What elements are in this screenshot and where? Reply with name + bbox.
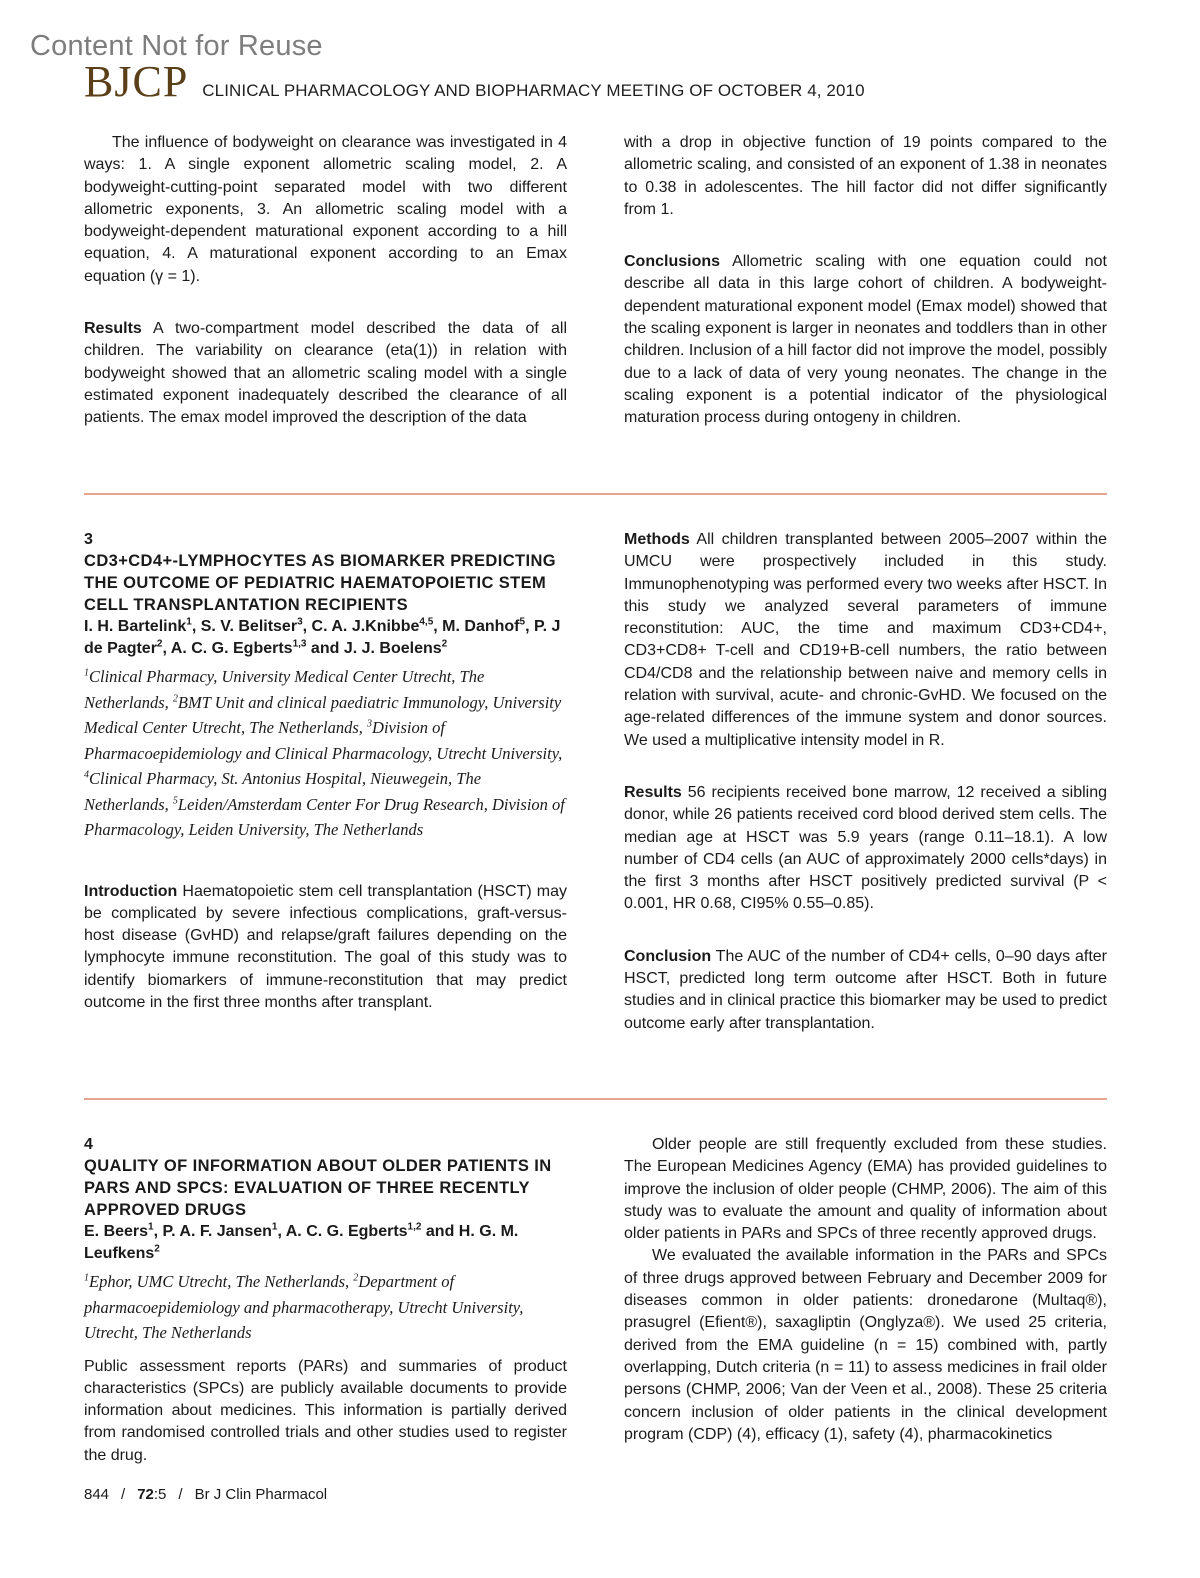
conclusions-paragraph — [624, 251, 1107, 429]
affiliation-marker: 1 — [84, 1272, 89, 1284]
author-name: H. G. M. Leufkens — [84, 1223, 519, 1262]
abstract-4-left-column — [84, 1134, 567, 1467]
issue-number: :5 — [153, 1486, 167, 1503]
affiliation-marker: 4 — [84, 769, 89, 781]
results-paragraph — [624, 782, 1107, 916]
affiliation-text: BMT Unit and clinical paediatric Immunology, University Medical Center Utrecht, The Netherlands, — [84, 692, 562, 737]
author-affiliation-marker: 1,2 — [407, 1221, 422, 1233]
abstract-title: QUALITY OF INFORMATION ABOUT OLDER PATIENTS IN PARS AND SPCS: EVALUATION OF THREE RECENTLY APPROVED DRUGS — [84, 1157, 552, 1219]
abstract-number: 4 — [84, 1136, 93, 1153]
methods-label: Methods — [624, 531, 690, 548]
author-name: I. H. Bartelink — [84, 618, 187, 635]
abstract-3-right-column — [624, 529, 1107, 1035]
author-separator: , — [153, 1223, 163, 1240]
affiliation-text: Leiden/Amsterdam Center For Drug Research, Division of Pharmacology, Leiden University, The Netherlands — [84, 794, 565, 839]
author-list — [84, 1221, 567, 1265]
aim-paragraph: Older people are still frequently excluded from these studies. The European Medicines Agency (EMA) has provided guidelines to improve the inclusion of older people (CHMP, 2006). The aim of this study was to evaluate the amount and quality of information about older patients in PARs and SPCs of three recently approved drugs. — [624, 1136, 1107, 1243]
author-name: S. V. Belitser — [200, 618, 298, 635]
results-text: A two-compartment model described the data of all children. The variability on clearance (eta(1)) in relation with bodyweight showed that an allometric scaling model with a single estimated exponent inadequately described the clearance of all patients. The emax model improved the description of the data — [84, 320, 567, 427]
author-separator: , — [525, 618, 534, 635]
methods-paragraph: We evaluated the available information in the PARs and SPCs of three drugs approved between February and December 2009 for diseases common in older patients: dronedarone (Multaq®), prasugrel (Efient®), saxagliptin (Onglyza®). We used 25 criteria, derived from the EMA guideline (n = 15) combined with, partly overlapping, Dutch criteria (n = 11) to assess medicines in frail older persons (CHMP, 2006; Van der Veen et al., 2008). These 25 criteria concern inclusion of older patients in the clinical development program (CDP) (4), efficacy (1), safety (4), pharmacokinetics — [624, 1247, 1107, 1443]
author-affiliation-marker: 1 — [148, 1221, 154, 1233]
author-name: J. J. Boelens — [343, 640, 442, 657]
affiliation-marker: 3 — [367, 718, 373, 730]
results-continuation: with a drop in objective function of 19 points compared to the allometric scaling, and consisted of an exponent of 1.38 in neonates to 0.38 in adolescentes. The hill factor did not differ significantly from 1. — [624, 134, 1107, 218]
section-divider — [84, 493, 1107, 495]
page-footer: 844 / 72:5 / Br J Clin Pharmacol — [84, 1486, 328, 1503]
author-name: A. C. G. Egberts — [170, 640, 293, 657]
running-header-title: CLINICAL PHARMACOLOGY AND BIOPHARMACY MEETING OF OCTOBER 4, 2010 — [202, 81, 865, 100]
author-separator: , — [433, 618, 443, 635]
affiliation-text: Division of Pharmacoepidemiology and Clinical Pharmacology, Utrecht University, — [84, 718, 563, 763]
abstract-3-left-column — [84, 529, 567, 1014]
author-affiliation-marker: 2 — [154, 1243, 160, 1255]
conclusion-text: The AUC of the number of CD4+ cells, 0–90 days after HSCT, predicted long term outcome after HSCT. Both in future studies and in clinical practice this biomarker may be used to predict outcome early after transplantation. — [624, 947, 1107, 1032]
results-label: Results — [624, 783, 682, 801]
affiliation-marker: 5 — [172, 795, 178, 806]
volume-number: 72 — [137, 1486, 154, 1503]
abstract-number: 3 — [84, 531, 93, 548]
author-affiliation-marker: 1,3 — [292, 638, 307, 650]
affiliation-text: Department of pharmacoepidemiology and pharmacotherapy, Utrecht University, Utrecht, The Netherlands — [84, 1272, 524, 1342]
author-list — [84, 616, 567, 660]
top-left-column — [84, 132, 567, 430]
affiliation-marker: 1 — [84, 667, 89, 679]
author-affiliation-marker: 4,5 — [419, 616, 434, 628]
abstract-title: CD3+CD4+-LYMPHOCYTES AS BIOMARKER PREDICTING THE OUTCOME OF PEDIATRIC HAEMATOPOIETIC STEM CELL TRANSPLANTATION RECIPIENTS — [84, 552, 557, 614]
method-paragraph: The influence of bodyweight on clearance was investigated in 4 ways: 1. A single exponent allometric scaling model, 2. A bodyweight-cutting-point separated model with two different allometric exponents, 3. An allometric scaling model with a bodyweight-dependent maturational exponent according to a hill equation, 4. A maturational exponent according to an Emax equation (γ = 1). — [84, 134, 567, 285]
author-name: P. A. F. Jansen — [162, 1223, 272, 1240]
author-affiliation-marker: 1 — [186, 616, 192, 628]
affiliations — [84, 664, 567, 843]
author-separator: , — [191, 618, 201, 635]
journal-name: Br J Clin Pharmacol — [194, 1486, 328, 1503]
author-separator: , — [162, 640, 171, 657]
introduction-label: Introduction — [84, 882, 178, 900]
conclusion-paragraph — [624, 946, 1107, 1035]
introduction-paragraph — [84, 881, 567, 1015]
page-header — [84, 57, 865, 106]
author-name: M. Danhof — [442, 618, 520, 635]
journal-logo: BJCP — [84, 57, 189, 106]
affiliation-text: Clinical Pharmacy, St. Antonius Hospital, Nieuwegein, The Netherlands, — [84, 769, 482, 814]
author-separator: , — [277, 1223, 286, 1240]
results-text: 56 recipients received bone marrow, 12 received a sibling donor, while 26 patients received cord blood derived stem cells. The median age at HSCT was 5.9 years (range 0.11–18.1). A low number of CD4 cells (an AUC of approximately 2000 cells*days) in the first 3 months after HSCT positively predicted survival (P < 0.001, HR 0.68, CI95% 0.55–0.85). — [624, 783, 1107, 913]
author-name: E. Beers — [84, 1223, 149, 1240]
methods-text: All children transplanted between 2005–2007 within the UMCU were prospectively included in this study. Immunophenotyping was performed every two weeks after HSCT. In this study we analyzed several parameters of immune reconstitution: AUC, the time and maximum CD3+CD4+, CD3+CD8+ T-cell and CD19+B-cell numbers, the ratio between CD4/CD8 and the relationship between naive and memory cells in relation with survival, acute- and chronic-GvHD. We focused on the age-related differences of the immune system and donor sources. We used a multiplicative intensity model in R. — [624, 531, 1107, 749]
abstract-4-right-column — [624, 1134, 1107, 1446]
intro-paragraph: Public assessment reports (PARs) and summaries of product characteristics (SPCs) are publicly available documents to provide information about medicines. This information is partially derived from randomised controlled trials and other studies used to register the drug. — [84, 1357, 567, 1464]
results-label: Results — [84, 320, 142, 338]
page-number: 844 — [84, 1486, 110, 1503]
section-divider — [84, 1098, 1107, 1100]
author-name: P. J de Pagter — [84, 618, 561, 657]
conclusions-text: Allometric scaling with one equation could not describe all data in this large cohort of children. A bodyweight-dependent maturational exponent model (Emax model) showed that the scaling exponent is larger in neonates and toddlers than in other children. Inclusion of a hill factor did not improve the model, possibly due to a lack of data of very young neonates. The change in the scaling exponent is a potential indicator of the physiological maturation process during ontogeny in children. — [624, 253, 1107, 427]
results-paragraph — [84, 318, 567, 429]
affiliation-marker: 2 — [172, 693, 178, 704]
conclusions-label: Conclusions — [624, 253, 721, 271]
author-affiliation-marker: 2 — [156, 638, 163, 650]
author-separator: , — [302, 618, 312, 635]
author-separator: and — [421, 1223, 459, 1240]
affiliation-text: Clinical Pharmacy, University Medical Center Utrecht, The Netherlands, — [84, 667, 485, 712]
author-affiliation-marker: 1 — [271, 1221, 278, 1233]
affiliation-text: Ephor, UMC Utrecht, The Netherlands, — [89, 1272, 354, 1291]
author-separator: and — [306, 640, 344, 657]
conclusion-label: Conclusion — [624, 947, 712, 965]
introduction-text: Haematopoietic stem cell transplantation (HSCT) may be complicated by severe infectious complications, graft-versus-host disease (GvHD) and relapse/graft failures depending on the lymphocyte immune reconstitution. The goal of this study was to identify biomarkers of immune-reconstitution that may predict outcome in the first three months after transplant. — [84, 882, 567, 1011]
top-right-column — [624, 132, 1107, 430]
author-affiliation-marker: 2 — [441, 638, 448, 650]
affiliations — [84, 1269, 567, 1346]
affiliation-marker: 2 — [353, 1272, 359, 1284]
author-affiliation-marker: 3 — [297, 616, 303, 628]
author-name: C. A. J.Knibbe — [311, 618, 420, 635]
methods-paragraph — [624, 529, 1107, 752]
author-name: A. C. G. Egberts — [285, 1223, 408, 1240]
watermark: Content Not for Reuse — [30, 30, 323, 62]
author-affiliation-marker: 5 — [519, 616, 526, 628]
